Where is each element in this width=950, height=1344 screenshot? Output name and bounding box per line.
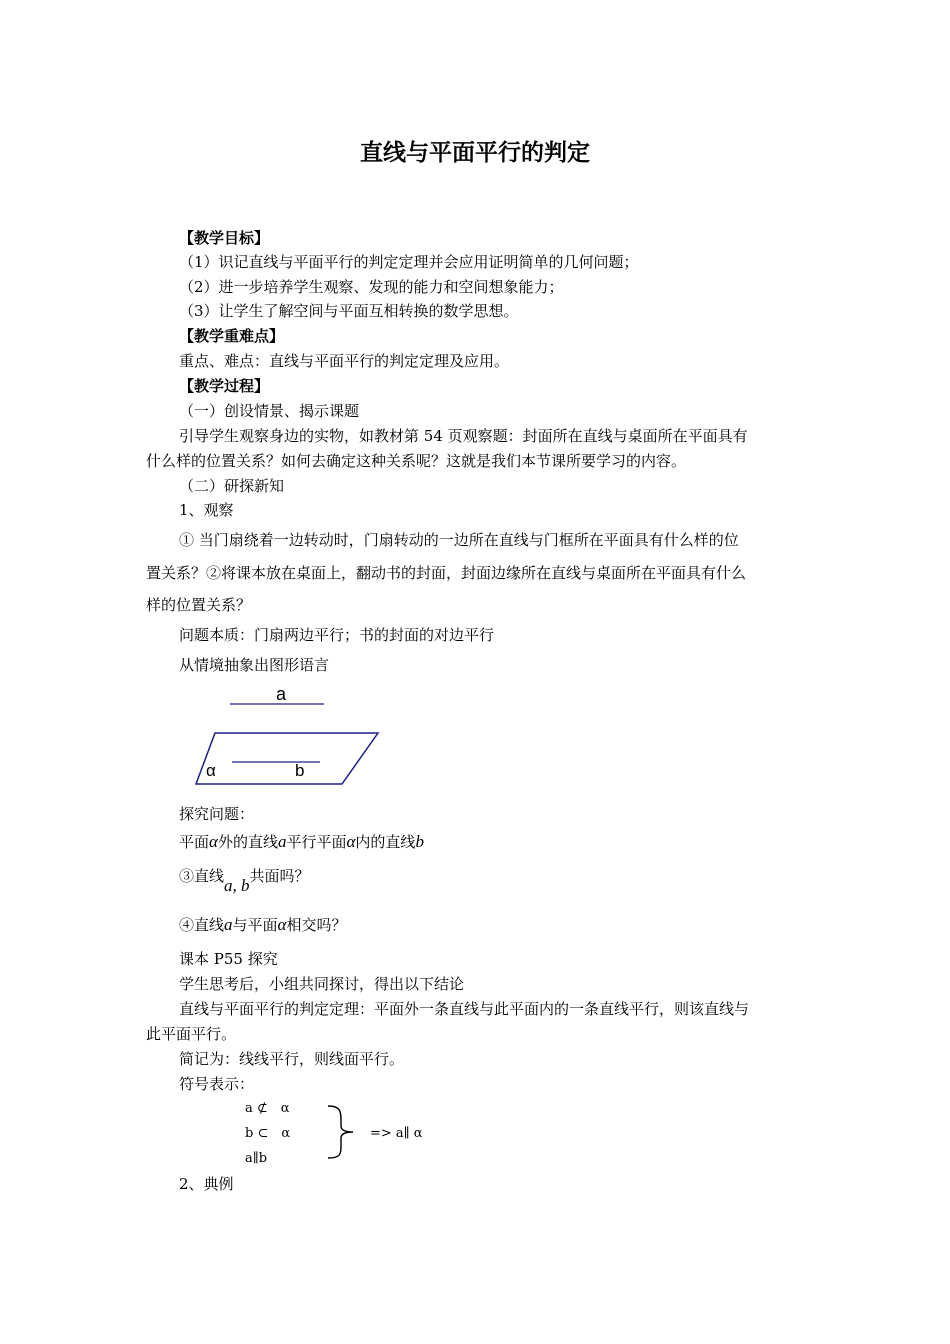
- part2-heading: （二）研探新知: [179, 477, 285, 495]
- symbol-heading: 符号表示：: [179, 1075, 255, 1093]
- abstract-text: 从情境抽象出图形语言: [179, 656, 330, 674]
- var-a: a: [224, 915, 233, 934]
- right-brace-icon: [325, 1104, 361, 1160]
- question-3: [179, 866, 310, 895]
- textbook-ref: 课本 P55 探究: [179, 950, 278, 968]
- observe-line-2: 置关系？②将课本放在桌面上，翻动书的封面，封面边缘所在直线与桌面所在平面具有什么: [146, 564, 747, 582]
- question-3-text-2: 共面吗？: [249, 867, 310, 885]
- plane-alpha-label: α: [206, 761, 216, 780]
- key-points-text: 重点、难点：直线与平面平行的判定定理及应用。: [179, 352, 510, 370]
- alpha-symbol: α: [346, 832, 356, 851]
- explore-text-1: 平面: [179, 833, 210, 851]
- line-b-label: b: [295, 761, 305, 780]
- intro-line-2: 什么样的位置关系？如何去确定这种关系呢？这就是我们本节课所要学习的内容。: [146, 452, 687, 470]
- observe-line-3: 样的位置关系？: [146, 596, 252, 614]
- discussion-text: 学生思考后，小组共同探讨，得出以下结论: [179, 975, 465, 993]
- question-4-text-1: ④直线: [179, 916, 225, 934]
- example-heading: 2、典例: [179, 1175, 234, 1193]
- explore-heading: 探究问题：: [179, 805, 255, 823]
- vars-ab: a, b: [224, 876, 250, 895]
- question-3-text-1: ③直线: [179, 867, 225, 885]
- goals-heading: 【教学目标】: [179, 229, 270, 247]
- line-plane-figure: [190, 680, 390, 790]
- intro-line-1: 引导学生观察身边的实物，如教材第 54 页观察题：封面所在直线与桌面所在平面具有: [179, 427, 748, 445]
- question-4: [179, 915, 346, 935]
- explore-question: [179, 832, 424, 852]
- alpha-symbol: α: [209, 832, 218, 851]
- condition-1: a ⊄ α: [245, 1101, 290, 1116]
- question-4-text-2: 与平面: [232, 916, 278, 934]
- goal-item-2: （2）进一步培养学生观察、发现的能力和空间想象能力；: [179, 278, 564, 296]
- page-title: 直线与平面平行的判定: [360, 140, 590, 166]
- condition-2: b ⊂ α: [245, 1126, 291, 1141]
- explore-text-4: 内的直线: [355, 833, 416, 851]
- key-points-heading: 【教学重难点】: [179, 327, 285, 345]
- question-4-text-3: 相交吗？: [286, 916, 347, 934]
- observe-heading: 1、观察: [179, 501, 234, 519]
- var-a: a: [277, 832, 287, 851]
- explore-text-2: 外的直线: [217, 833, 278, 851]
- observe-line-1: ① 当门扇绕着一边转动时，门扇转动的一边所在直线与门框所在平面具有什么样的位: [179, 531, 739, 549]
- goal-item-1: （1）识记直线与平面平行的判定定理并会应用证明简单的几何问题；: [179, 253, 639, 271]
- theorem-line-2: 此平面平行。: [146, 1025, 237, 1043]
- part1-heading: （一）创设情景、揭示课题: [179, 402, 360, 420]
- process-heading: 【教学过程】: [179, 377, 270, 395]
- conclusion: => a∥ α: [370, 1126, 423, 1141]
- goal-item-3: （3）让学生了解空间与平面互相转换的数学思想。: [179, 302, 519, 320]
- alpha-symbol: α: [277, 915, 287, 934]
- condition-3: a∥b: [245, 1151, 268, 1166]
- var-b: b: [415, 832, 424, 851]
- theorem-line-1: 直线与平面平行的判定定理：平面外一条直线与此平面内的一条直线平行，则该直线与: [179, 1000, 750, 1018]
- plane-alpha: [196, 733, 378, 784]
- essence-text: 问题本质：门扇两边平行；书的封面的对边平行: [179, 626, 495, 644]
- explore-text-3: 平行平面: [286, 833, 347, 851]
- short-form: 简记为：线线平行，则线面平行。: [179, 1050, 405, 1068]
- line-a-label: a: [275, 684, 287, 704]
